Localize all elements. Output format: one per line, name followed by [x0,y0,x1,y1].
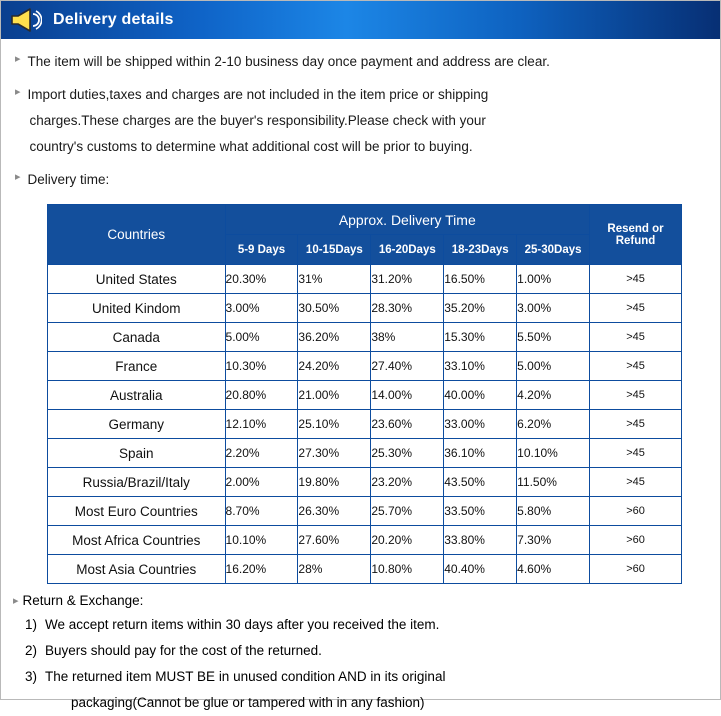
cell-value: 40.40% [444,555,517,584]
cell-country: Most Asia Countries [48,555,226,584]
cell-value: 2.00% [225,468,298,497]
table-header-row-1 [48,205,682,235]
cell-country: Most Euro Countries [48,497,226,526]
cell-value: 16.20% [225,555,298,584]
arrow-bullet-icon: ▸ [13,595,19,607]
cell-value: 19.80% [298,468,371,497]
bullet-item [15,49,706,75]
cell-resend: >60 [590,526,682,555]
bullet-text: Delivery time: [27,172,110,187]
cell-country: Spain [48,439,226,468]
cell-value: 23.60% [371,410,444,439]
cell-value: 36.20% [298,323,371,352]
table-row [48,381,682,410]
cell-value: 15.30% [444,323,517,352]
cell-value: 2.20% [225,439,298,468]
list-item-text: Buyers should pay for the cost of the returned. [45,643,322,658]
cell-value: 10.10% [225,526,298,555]
cell-value: 26.30% [298,497,371,526]
cell-value: 1.00% [517,265,590,294]
table-row [48,265,682,294]
list-item-text [45,664,445,716]
bullet-item [15,167,706,193]
cell-resend: >45 [590,265,682,294]
list-item-number: 2) [25,643,38,658]
return-exchange-label: Return & Exchange: [22,593,144,608]
cell-value: 24.20% [298,352,371,381]
bullet-line: charges.These charges are the buyer's responsibility.Please check with your [29,113,486,128]
cell-value: 8.70% [225,497,298,526]
cell-value: 12.10% [225,410,298,439]
delivery-time-table [47,204,682,584]
cell-value: 21.00% [298,381,371,410]
cell-value: 7.30% [517,526,590,555]
th-range-0: 5-9 Days [225,235,298,265]
th-countries: Countries [48,205,226,265]
list-item-number: 3) [25,669,38,684]
cell-value: 33.80% [444,526,517,555]
cell-value: 20.20% [371,526,444,555]
cell-value: 36.10% [444,439,517,468]
cell-value: 38% [371,323,444,352]
arrow-bullet-icon: ▸ [15,53,21,65]
table-row [48,410,682,439]
cell-value: 27.60% [298,526,371,555]
cell-value: 33.00% [444,410,517,439]
cell-resend: >45 [590,294,682,323]
cell-value: 43.50% [444,468,517,497]
cell-value: 30.50% [298,294,371,323]
cell-resend: >45 [590,439,682,468]
bullet-item [15,82,706,160]
list-item [25,638,706,664]
cell-country: Canada [48,323,226,352]
th-resend-or-refund: Resend or Refund [590,205,682,265]
table-row [48,294,682,323]
arrow-bullet-icon: ▸ [15,86,21,98]
cell-value: 20.80% [225,381,298,410]
cell-value: 5.50% [517,323,590,352]
bullet-line: country's customs to determine what additional cost will be prior to buying. [29,139,473,154]
cell-value: 35.20% [444,294,517,323]
table-row [48,323,682,352]
intro-bullets [1,39,720,193]
cell-value: 3.00% [225,294,298,323]
bullet-text [28,82,489,160]
cell-resend: >60 [590,497,682,526]
cell-value: 5.00% [225,323,298,352]
cell-value: 11.50% [517,468,590,497]
table-row [48,526,682,555]
bullet-line: Import duties,taxes and charges are not included in the item price or shipping [27,87,489,102]
arrow-bullet-icon: ▸ [15,171,21,183]
th-range-2: 16-20Days [371,235,444,265]
megaphone-icon [7,5,43,35]
cell-resend: >60 [590,555,682,584]
list-item [25,612,706,638]
cell-value: 4.60% [517,555,590,584]
cell-value: 14.00% [371,381,444,410]
cell-value: 5.80% [517,497,590,526]
header-bar [1,1,720,39]
cell-country: Australia [48,381,226,410]
cell-value: 33.50% [444,497,517,526]
cell-value: 28.30% [371,294,444,323]
cell-value: 5.00% [517,352,590,381]
cell-value: 6.20% [517,410,590,439]
bullet-text: The item will be shipped within 2-10 business day once payment and address are clear. [27,54,550,69]
cell-value: 4.20% [517,381,590,410]
cell-value: 31% [298,265,371,294]
cell-value: 31.20% [371,265,444,294]
delivery-table-wrap [1,200,720,584]
cell-value: 23.20% [371,468,444,497]
cell-value: 25.30% [371,439,444,468]
cell-value: 20.30% [225,265,298,294]
table-row [48,468,682,497]
cell-value: 40.00% [444,381,517,410]
list-item-line: packaging(Cannot be glue or tampered with in any fashion) [71,695,425,710]
list-item [25,664,706,716]
th-range-3: 18-23Days [444,235,517,265]
table-body [48,265,682,584]
cell-value: 33.10% [444,352,517,381]
cell-value: 16.50% [444,265,517,294]
th-range-1: 10-15Days [298,235,371,265]
cell-value: 25.70% [371,497,444,526]
cell-value: 27.30% [298,439,371,468]
table-row [48,555,682,584]
return-exchange-list [13,612,706,716]
cell-value: 27.40% [371,352,444,381]
page-title: Delivery details [53,11,174,28]
cell-country: France [48,352,226,381]
return-exchange-title [13,590,706,612]
cell-value: 10.30% [225,352,298,381]
list-item-number: 1) [25,617,38,632]
return-exchange-section [1,584,720,716]
cell-value: 10.80% [371,555,444,584]
cell-value: 25.10% [298,410,371,439]
cell-resend: >45 [590,381,682,410]
table-row [48,352,682,381]
cell-resend: >45 [590,323,682,352]
table-row [48,439,682,468]
list-item-text: We accept return items within 30 days after you received the item. [45,617,440,632]
th-range-4: 25-30Days [517,235,590,265]
cell-country: United Kindom [48,294,226,323]
cell-value: 28% [298,555,371,584]
cell-resend: >45 [590,468,682,497]
table-row [48,497,682,526]
cell-resend: >45 [590,410,682,439]
cell-country: Russia/Brazil/Italy [48,468,226,497]
cell-resend: >45 [590,352,682,381]
cell-country: United States [48,265,226,294]
th-approx-delivery-time: Approx. Delivery Time [225,205,590,235]
cell-value: 3.00% [517,294,590,323]
cell-country: Germany [48,410,226,439]
cell-country: Most Africa Countries [48,526,226,555]
list-item-line: The returned item MUST BE in unused condition AND in its original [45,669,446,684]
cell-value: 10.10% [517,439,590,468]
